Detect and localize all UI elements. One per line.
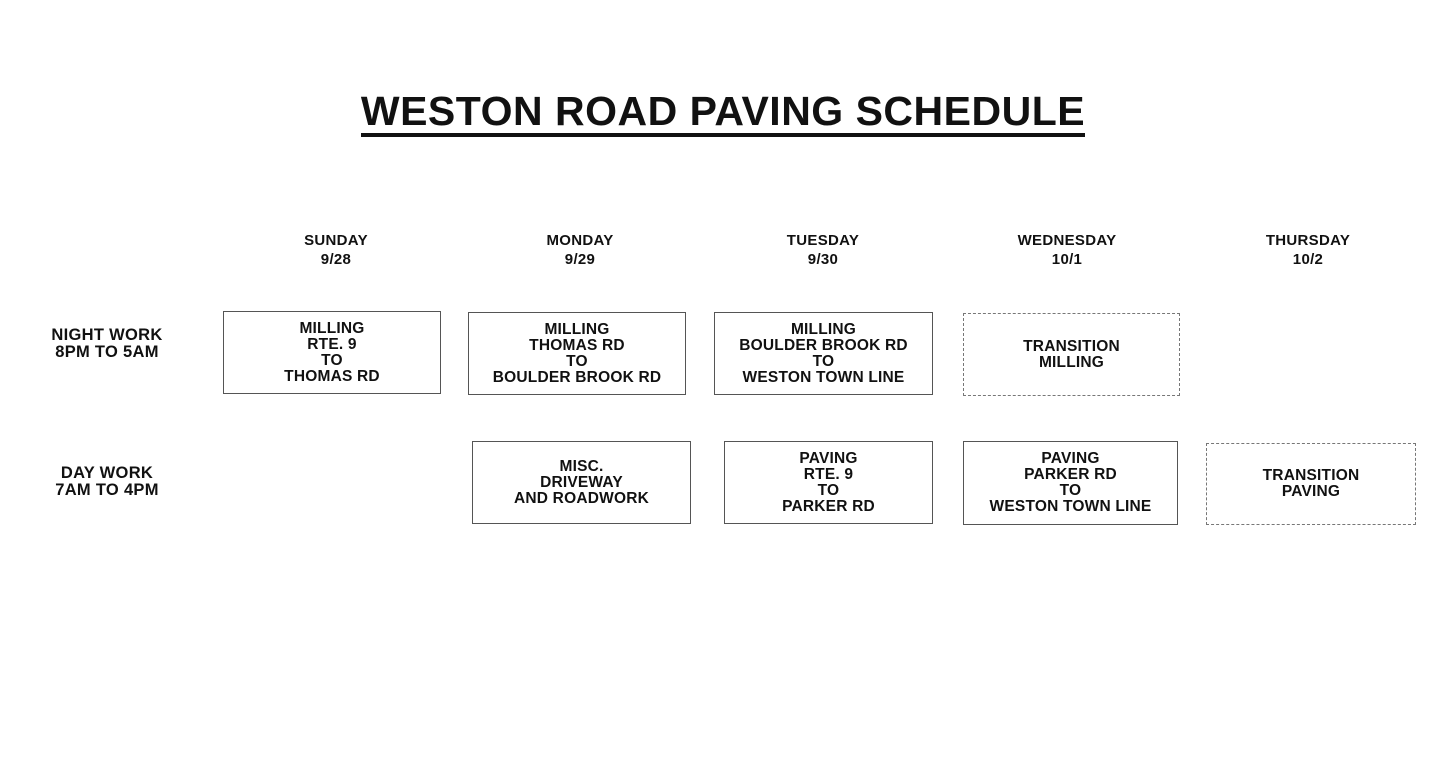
day-date: 9/28 bbox=[320, 251, 352, 268]
task-line: TO bbox=[321, 351, 343, 369]
task-line: WESTON TOWN LINE bbox=[989, 498, 1152, 515]
row-label-hours: 7AM TO 4PM bbox=[55, 481, 159, 499]
row-label-title: DAY WORK bbox=[60, 464, 154, 482]
schedule-title bbox=[0, 86, 1446, 137]
task-line: WESTON TOWN LINE bbox=[742, 368, 905, 386]
night-task-monday bbox=[468, 312, 686, 395]
task-line: MILLING bbox=[790, 320, 857, 338]
row-label-day-work bbox=[17, 465, 197, 499]
row-label-hours: 8PM TO 5AM bbox=[55, 343, 159, 361]
day-name: TUESDAY bbox=[786, 232, 860, 249]
day-task-thursday bbox=[1206, 443, 1416, 525]
day-date: 9/29 bbox=[564, 251, 596, 268]
day-date: 9/30 bbox=[807, 251, 839, 268]
task-line: TO bbox=[817, 481, 840, 499]
task-line: RTE. 9 bbox=[803, 465, 854, 483]
night-task-tuesday bbox=[714, 312, 933, 395]
day-header-sunday bbox=[236, 231, 436, 269]
night-task-sunday bbox=[223, 311, 441, 394]
day-date: 10/1 bbox=[1051, 251, 1083, 268]
task-line: MILLING bbox=[544, 320, 610, 338]
day-header-thursday bbox=[1208, 231, 1408, 269]
task-line: TO bbox=[1059, 482, 1082, 499]
task-line: TRANSITION bbox=[1262, 467, 1360, 484]
night-task-wednesday bbox=[963, 313, 1180, 396]
day-name: MONDAY bbox=[546, 232, 614, 249]
day-task-tuesday bbox=[724, 441, 933, 524]
task-line: MISC. bbox=[559, 457, 604, 475]
task-line: PARKER RD bbox=[782, 497, 875, 515]
schedule-title-text: WESTON ROAD PAVING SCHEDULE bbox=[361, 89, 1085, 137]
day-date: 10/2 bbox=[1292, 251, 1324, 268]
day-task-wednesday bbox=[963, 441, 1178, 525]
task-line: THOMAS RD bbox=[529, 336, 625, 354]
task-line: THOMAS RD bbox=[284, 367, 380, 385]
task-line: PAVING bbox=[799, 449, 858, 467]
task-line: DRIVEWAY bbox=[540, 473, 623, 491]
task-line: PARKER RD bbox=[1024, 466, 1117, 483]
task-line: TRANSITION bbox=[1023, 337, 1120, 355]
day-header-monday bbox=[480, 231, 680, 269]
day-name: THURSDAY bbox=[1265, 232, 1351, 249]
day-name: SUNDAY bbox=[304, 232, 368, 249]
task-line: PAVING bbox=[1281, 483, 1341, 500]
row-label-night-work bbox=[17, 327, 197, 361]
task-line: TO bbox=[566, 352, 588, 370]
task-line: MILLING bbox=[299, 319, 365, 337]
task-line: BOULDER BROOK RD bbox=[739, 336, 908, 354]
task-line: TO bbox=[812, 352, 835, 370]
row-label-title: NIGHT WORK bbox=[51, 326, 163, 344]
day-header-wednesday bbox=[967, 231, 1167, 269]
day-task-monday bbox=[472, 441, 691, 524]
task-line: BOULDER BROOK RD bbox=[492, 368, 662, 386]
day-header-tuesday bbox=[723, 231, 923, 269]
task-line: MILLING bbox=[1038, 353, 1105, 371]
task-line: PAVING bbox=[1041, 450, 1100, 467]
task-line: AND ROADWORK bbox=[514, 489, 649, 507]
task-line: RTE. 9 bbox=[307, 335, 357, 353]
day-name: WEDNESDAY bbox=[1017, 232, 1117, 249]
